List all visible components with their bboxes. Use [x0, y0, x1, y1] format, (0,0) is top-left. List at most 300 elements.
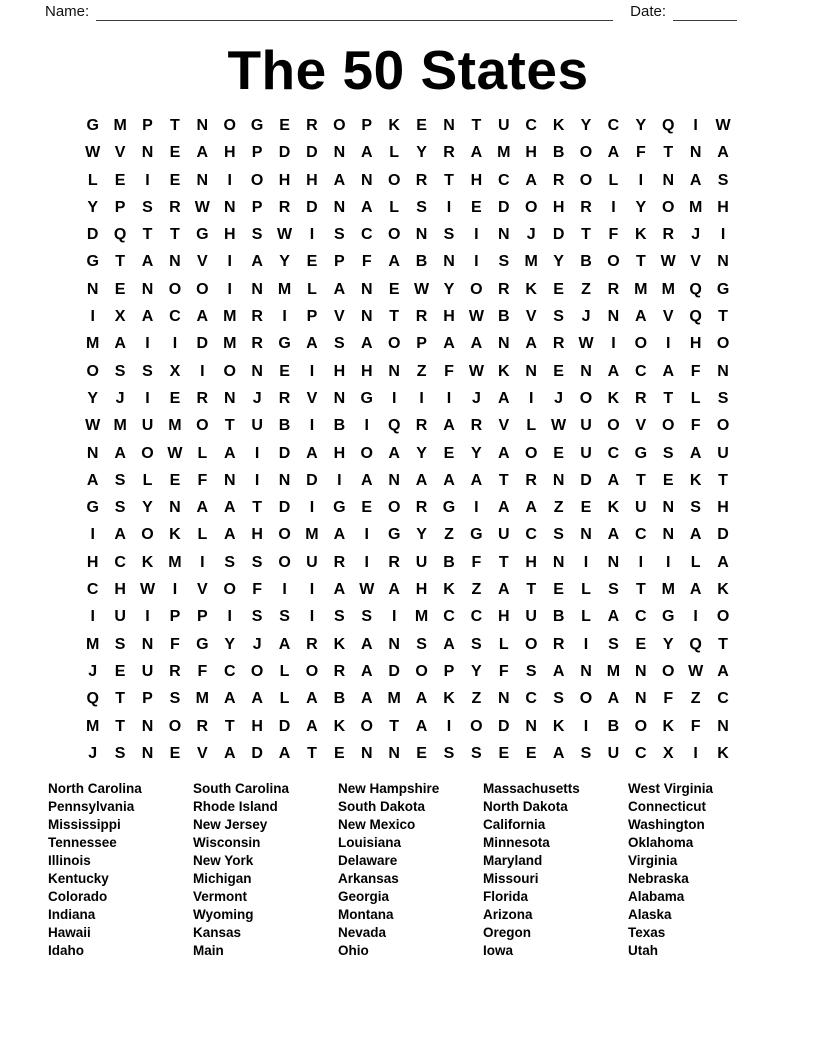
- grid-letter: S: [224, 553, 236, 571]
- grid-letter: R: [278, 389, 291, 407]
- grid-letter: R: [196, 717, 209, 735]
- word-list-item: Utah: [628, 943, 658, 958]
- grid-letter: I: [309, 362, 315, 380]
- grid-letter: E: [279, 117, 290, 134]
- grid-letter: N: [388, 362, 400, 380]
- grid-letter: I: [583, 717, 589, 735]
- grid-letter: D: [552, 226, 565, 244]
- grid-letter: O: [716, 335, 730, 353]
- grid-letter: W: [468, 308, 484, 326]
- grid-letter: Q: [662, 117, 675, 134]
- grid-letter: A: [443, 471, 455, 489]
- grid-letter: E: [580, 499, 592, 517]
- grid-letter: I: [446, 198, 452, 216]
- grid-letter: T: [115, 253, 125, 271]
- word-list-item: Arizona: [483, 907, 533, 922]
- grid-letter: Z: [416, 362, 427, 380]
- grid-letter: B: [607, 717, 620, 735]
- grid-letter: H: [689, 335, 702, 353]
- grid-letter: N: [223, 389, 236, 407]
- grid-letter: Y: [635, 117, 647, 134]
- grid-letter: C: [635, 362, 647, 380]
- grid-letter: C: [607, 117, 620, 134]
- grid-letter: A: [388, 444, 400, 462]
- grid-letter: R: [607, 280, 620, 298]
- grid-letter: C: [470, 608, 483, 626]
- grid-letter: A: [141, 308, 154, 326]
- grid-letter: S: [553, 526, 564, 544]
- word-list-item: Oklahoma: [628, 835, 694, 850]
- word-list-item: Louisiana: [338, 835, 402, 850]
- grid-letter: A: [306, 690, 318, 708]
- grid-letter: A: [360, 471, 373, 489]
- grid-letter: E: [416, 744, 427, 762]
- grid-letter: J: [554, 389, 564, 407]
- grid-letter: A: [498, 581, 510, 599]
- grid-letter: L: [526, 417, 537, 435]
- grid-letter: A: [251, 690, 263, 708]
- grid-letter: O: [524, 635, 538, 653]
- grid-letter: J: [252, 635, 262, 653]
- grid-letter: P: [443, 662, 455, 680]
- date-label: Date:: [630, 3, 666, 20]
- grid-letter: I: [611, 198, 616, 216]
- grid-letter: S: [416, 635, 427, 653]
- grid-letter: I: [528, 389, 534, 407]
- grid-row: [79, 576, 737, 603]
- grid-letter: Y: [635, 198, 647, 216]
- grid-letter: M: [168, 417, 182, 435]
- grid-letter: A: [141, 253, 154, 271]
- grid-letter: O: [250, 662, 264, 680]
- word-list-item: New Mexico: [338, 817, 416, 832]
- grid-letter: S: [114, 635, 126, 653]
- grid-letter: Y: [471, 444, 482, 462]
- grid-letter: N: [278, 471, 291, 489]
- word-list-item: Idaho: [48, 943, 84, 958]
- grid-letter: V: [635, 417, 647, 435]
- word-list-item: Rhode Island: [193, 799, 278, 814]
- grid-letter: S: [717, 171, 729, 189]
- grid-letter: D: [278, 144, 291, 162]
- grid-letter: S: [525, 662, 537, 680]
- grid-letter: L: [307, 280, 317, 298]
- grid-letter: G: [442, 499, 456, 517]
- grid-row: [79, 276, 737, 303]
- grid-letter: O: [607, 253, 620, 271]
- grid-letter: F: [663, 690, 674, 708]
- grid-letter: O: [662, 662, 675, 680]
- grid-letter: E: [169, 744, 181, 762]
- word-list-item: Iowa: [483, 943, 514, 958]
- grid-row: [79, 658, 737, 685]
- grid-letter: U: [306, 553, 318, 571]
- grid-letter: M: [86, 335, 100, 353]
- grid-letter: A: [86, 471, 99, 489]
- grid-row: [79, 358, 737, 385]
- grid-letter: T: [444, 171, 454, 189]
- grid-letter: T: [307, 744, 317, 762]
- word-list-item: Mississippi: [48, 817, 121, 832]
- grid-letter: I: [309, 608, 315, 626]
- grid-letter: P: [196, 608, 208, 626]
- grid-letter: G: [387, 526, 401, 544]
- grid-letter: I: [309, 499, 315, 517]
- grid-row: [79, 440, 737, 467]
- grid-letter: I: [227, 253, 232, 271]
- grid-letter: O: [579, 389, 593, 407]
- grid-letter: A: [717, 662, 729, 680]
- grid-letter: Y: [471, 662, 482, 680]
- grid-letter: V: [306, 389, 318, 407]
- grid-letter: E: [306, 253, 318, 271]
- grid-letter: N: [223, 198, 236, 216]
- grid-letter: L: [197, 444, 208, 462]
- grid-row: [79, 167, 737, 194]
- grid-letter: T: [663, 389, 674, 407]
- grid-letter: P: [142, 690, 153, 708]
- grid-letter: A: [470, 471, 483, 489]
- grid-letter: A: [689, 171, 702, 189]
- grid-letter: E: [169, 144, 181, 162]
- grid-letter: D: [580, 471, 592, 489]
- grid-letter: N: [717, 717, 729, 735]
- grid-letter: K: [607, 499, 620, 517]
- grid-letter: N: [498, 690, 510, 708]
- grid-letter: G: [196, 226, 209, 244]
- grid-letter: D: [388, 662, 400, 680]
- grid-letter: P: [416, 335, 427, 353]
- grid-letter: D: [306, 198, 318, 216]
- grid-letter: R: [525, 471, 537, 489]
- grid-letter: I: [309, 581, 315, 599]
- word-list-item: Illinois: [48, 853, 91, 868]
- grid-letter: S: [279, 608, 290, 626]
- grid-letter: S: [553, 308, 564, 326]
- word-list-item: Nevada: [338, 925, 387, 940]
- grid-letter: V: [690, 253, 701, 271]
- grid-letter: V: [196, 253, 208, 271]
- grid-letter: C: [443, 608, 455, 626]
- grid-letter: S: [471, 744, 482, 762]
- grid-letter: U: [141, 662, 154, 680]
- word-list-column: [483, 780, 628, 960]
- word-list-item: Kentucky: [48, 871, 109, 886]
- grid-letter: G: [86, 253, 99, 271]
- grid-letter: Q: [113, 226, 127, 244]
- grid-letter: M: [688, 198, 703, 216]
- grid-letter: W: [715, 117, 731, 134]
- grid-letter: E: [114, 662, 126, 680]
- grid-letter: I: [474, 499, 479, 517]
- grid-letter: H: [86, 553, 99, 571]
- grid-letter: R: [196, 389, 209, 407]
- grid-letter: S: [334, 608, 345, 626]
- grid-letter: N: [443, 117, 455, 134]
- grid-letter: R: [415, 499, 428, 517]
- grid-letter: T: [718, 308, 728, 326]
- grid-letter: I: [172, 335, 178, 353]
- grid-letter: V: [334, 308, 345, 326]
- grid-letter: O: [579, 144, 593, 162]
- grid-letter: S: [608, 581, 619, 599]
- grid-letter: R: [415, 417, 428, 435]
- grid-letter: W: [85, 417, 101, 435]
- grid-letter: M: [86, 717, 100, 735]
- grid-letter: A: [470, 144, 483, 162]
- grid-letter: Y: [443, 280, 455, 298]
- grid-letter: L: [690, 389, 701, 407]
- grid-letter: X: [169, 362, 181, 380]
- grid-letter: P: [142, 117, 153, 134]
- grid-letter: N: [333, 389, 346, 407]
- word-list-item: Pennsylvania: [48, 799, 135, 814]
- grid-letter: A: [525, 171, 537, 189]
- grid-letter: E: [361, 499, 373, 517]
- grid-row: [79, 248, 737, 275]
- grid-letter: R: [635, 389, 647, 407]
- grid-letter: A: [196, 308, 209, 326]
- grid-letter: O: [223, 117, 236, 134]
- grid-letter: A: [689, 526, 702, 544]
- grid-letter: M: [113, 117, 127, 134]
- grid-letter: N: [333, 198, 346, 216]
- grid-letter: T: [115, 717, 125, 735]
- grid-letter: N: [525, 362, 537, 380]
- grid-letter: A: [196, 499, 209, 517]
- grid-letter: N: [580, 362, 592, 380]
- grid-letter: R: [580, 198, 592, 216]
- grid-letter: Q: [387, 417, 401, 435]
- grid-letter: T: [718, 471, 728, 489]
- grid-letter: D: [717, 526, 729, 544]
- grid-letter: E: [553, 444, 564, 462]
- grid-letter: N: [415, 226, 428, 244]
- grid-letter: T: [471, 117, 482, 134]
- grid-letter: A: [223, 499, 236, 517]
- grid-row: [79, 740, 737, 767]
- grid-letter: D: [306, 144, 318, 162]
- grid-letter: A: [552, 662, 565, 680]
- grid-letter: S: [169, 690, 181, 708]
- grid-letter: T: [663, 144, 674, 162]
- grid-letter: C: [635, 526, 647, 544]
- grid-letter: N: [360, 280, 373, 298]
- grid-letter: I: [90, 308, 95, 326]
- grid-letter: I: [474, 253, 479, 271]
- grid-letter: K: [717, 581, 729, 599]
- grid-letter: C: [607, 444, 620, 462]
- grid-letter: Y: [279, 253, 290, 271]
- grid-letter: A: [333, 526, 346, 544]
- grid-letter: S: [690, 499, 701, 517]
- grid-letter: N: [141, 717, 154, 735]
- grid-letter: A: [415, 717, 428, 735]
- grid-letter: O: [470, 717, 483, 735]
- grid-letter: I: [419, 389, 424, 407]
- grid-letter: I: [282, 581, 287, 599]
- grid-letter: F: [444, 362, 454, 380]
- grid-letter: U: [635, 499, 647, 517]
- grid-letter: R: [251, 335, 263, 353]
- grid-letter: I: [693, 117, 698, 134]
- grid-letter: W: [660, 253, 676, 271]
- grid-letter: H: [306, 171, 318, 189]
- grid-letter: M: [195, 690, 209, 708]
- word-list-item: North Dakota: [483, 799, 568, 814]
- grid-letter: Q: [689, 635, 702, 653]
- grid-letter: W: [414, 280, 430, 298]
- grid-letter: L: [581, 608, 591, 626]
- grid-letter: S: [608, 635, 619, 653]
- grid-letter: I: [282, 308, 287, 326]
- grid-letter: R: [169, 662, 181, 680]
- grid-letter: A: [607, 362, 620, 380]
- grid-letter: A: [360, 635, 373, 653]
- word-list-item: Maryland: [483, 853, 543, 868]
- grid-letter: S: [251, 226, 263, 244]
- grid-letter: R: [498, 280, 510, 298]
- grid-letter: I: [391, 608, 397, 626]
- grid-row: [79, 603, 737, 630]
- grid-letter: A: [360, 144, 373, 162]
- grid-letter: Z: [444, 526, 454, 544]
- grid-letter: A: [635, 308, 647, 326]
- grid-letter: I: [254, 471, 260, 489]
- grid-letter: N: [607, 308, 620, 326]
- grid-letter: H: [278, 171, 291, 189]
- grid-letter: G: [278, 335, 291, 353]
- grid-letter: P: [251, 144, 263, 162]
- grid-letter: W: [167, 444, 183, 462]
- grid-letter: T: [635, 581, 646, 599]
- word-list-item: Missouri: [483, 871, 539, 886]
- grid-letter: S: [334, 335, 345, 353]
- grid-letter: M: [387, 690, 401, 708]
- grid-letter: O: [387, 499, 401, 517]
- grid-letter: S: [142, 198, 153, 216]
- word-list-item: Delaware: [338, 853, 398, 868]
- grid-letter: V: [196, 581, 208, 599]
- header: [45, 3, 737, 21]
- grid-letter: T: [498, 553, 509, 571]
- grid-letter: T: [389, 308, 400, 326]
- grid-letter: T: [224, 417, 235, 435]
- grid-letter: O: [387, 226, 401, 244]
- grid-letter: Y: [662, 635, 674, 653]
- grid-row: [79, 521, 737, 548]
- grid-letter: G: [86, 499, 99, 517]
- grid-letter: T: [526, 581, 537, 599]
- grid-letter: D: [498, 198, 510, 216]
- word-list-item: New Jersey: [193, 817, 268, 832]
- grid-letter: A: [443, 417, 455, 435]
- grid-letter: S: [443, 744, 455, 762]
- grid-letter: O: [196, 417, 209, 435]
- grid-letter: D: [86, 226, 99, 244]
- grid-letter: N: [689, 144, 702, 162]
- grid-letter: A: [717, 144, 729, 162]
- grid-row: [79, 412, 737, 439]
- grid-row: [79, 112, 737, 139]
- word-list-item: Georgia: [338, 889, 390, 904]
- grid-letter: C: [525, 526, 537, 544]
- grid-letter: N: [662, 526, 675, 544]
- grid-letter: O: [524, 444, 538, 462]
- grid-letter: Y: [87, 198, 99, 216]
- grid-letter: U: [498, 526, 510, 544]
- word-list-item: Minnesota: [483, 835, 550, 850]
- grid-letter: E: [525, 744, 537, 762]
- grid-letter: Y: [416, 526, 427, 544]
- grid-letter: S: [471, 635, 482, 653]
- word-list-item: Alaska: [628, 907, 672, 922]
- grid-letter: O: [662, 417, 675, 435]
- grid-letter: I: [693, 744, 698, 762]
- grid-letter: G: [470, 526, 483, 544]
- grid-letter: H: [470, 171, 483, 189]
- grid-letter: K: [552, 117, 565, 134]
- grid-letter: R: [278, 198, 291, 216]
- grid-letter: A: [306, 444, 318, 462]
- grid-letter: R: [552, 335, 565, 353]
- grid-letter: F: [498, 662, 509, 680]
- grid-letter: E: [553, 581, 564, 599]
- grid-letter: F: [635, 144, 646, 162]
- grid-letter: V: [498, 417, 510, 435]
- word-list-item: South Dakota: [338, 799, 426, 814]
- grid-letter: T: [115, 690, 125, 708]
- grid-letter: A: [333, 171, 346, 189]
- grid-letter: H: [360, 362, 373, 380]
- grid-letter: Y: [580, 117, 592, 134]
- grid-letter: O: [333, 117, 346, 134]
- grid-letter: O: [196, 280, 209, 298]
- grid-letter: E: [114, 171, 126, 189]
- grid-letter: U: [114, 608, 126, 626]
- grid-letter: L: [279, 662, 290, 680]
- grid-letter: U: [141, 417, 154, 435]
- grid-letter: A: [223, 444, 236, 462]
- grid-letter: K: [333, 717, 346, 735]
- word-list-item: West Virginia: [628, 781, 714, 796]
- grid-letter: A: [689, 444, 702, 462]
- grid-letter: A: [223, 526, 236, 544]
- grid-letter: T: [389, 717, 400, 735]
- grid-letter: A: [251, 253, 263, 271]
- word-list-item: New York: [193, 853, 254, 868]
- grid-letter: N: [635, 690, 647, 708]
- word-list-item: Massachusetts: [483, 781, 580, 796]
- grid-letter: V: [662, 308, 674, 326]
- grid-letter: Z: [581, 280, 591, 298]
- grid-letter: Y: [142, 499, 153, 517]
- grid-letter: L: [279, 690, 290, 708]
- grid-letter: E: [635, 635, 647, 653]
- grid-letter: A: [333, 581, 346, 599]
- grid-letter: O: [360, 717, 373, 735]
- grid-letter: I: [227, 280, 232, 298]
- grid-letter: Z: [690, 690, 701, 708]
- grid-letter: W: [85, 144, 101, 162]
- grid-letter: I: [172, 581, 178, 599]
- grid-letter: D: [278, 444, 291, 462]
- grid-letter: D: [306, 471, 318, 489]
- grid-letter: B: [552, 608, 565, 626]
- grid-letter: J: [471, 389, 481, 407]
- grid-letter: I: [583, 635, 589, 653]
- grid-letter: H: [223, 144, 236, 162]
